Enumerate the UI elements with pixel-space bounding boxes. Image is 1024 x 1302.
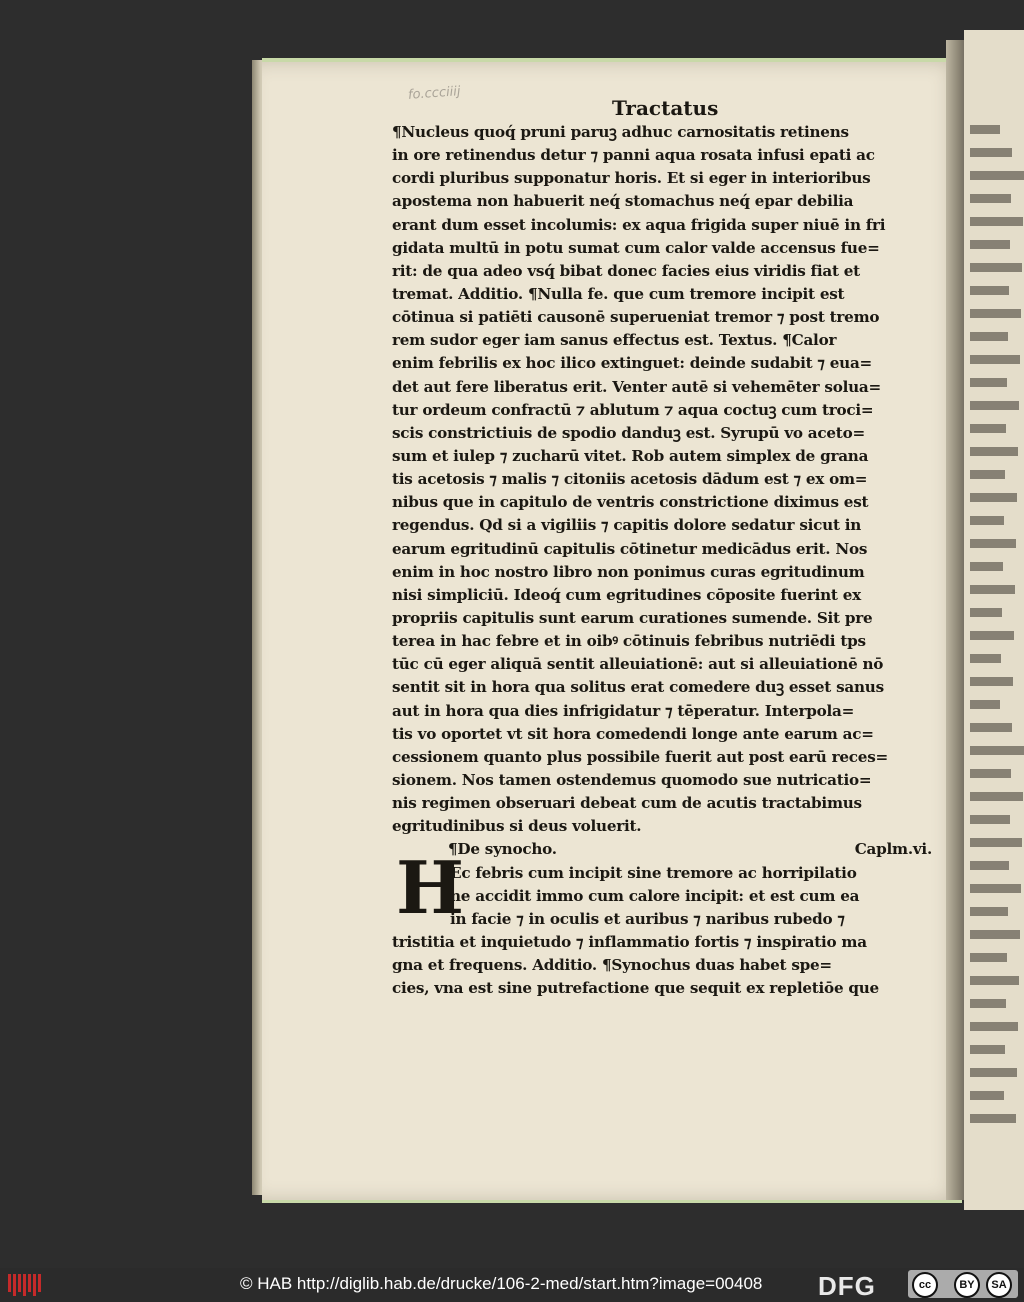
cc-icon: cc: [912, 1272, 938, 1298]
text-line: scis constrictiuis de spodio danduꝫ est. Syrupū vo aceto=: [392, 423, 865, 442]
text-line: sum et iulep ⁊ zucharū vitet. Rob autem simplex de grana: [392, 446, 869, 465]
facing-text-fragment: [970, 1114, 1016, 1123]
hab-logo-bar: [13, 1274, 16, 1296]
facing-text-fragment: [970, 217, 1023, 226]
facing-text-fragment: [970, 355, 1020, 364]
facing-text-fragment: [970, 1045, 1005, 1054]
cc-by-icon: BY: [954, 1272, 980, 1298]
text-line: gna et frequens. Additio. ¶Synochus duas habet spe=: [392, 956, 832, 975]
text-line: aut in hora qua dies infrigidatur ⁊ tēperatur. Interpola=: [392, 701, 855, 720]
facing-text-fragment: [970, 769, 1011, 778]
text-line: erant dum esset incolumis: ex aqua frigida super niuē in fri: [392, 215, 886, 234]
hab-logo-bar: [8, 1274, 11, 1292]
text-line: gidata multū in potu sumat cum calor valde accensus fue=: [392, 238, 880, 257]
main-text-block: [392, 121, 942, 1000]
text-line: tis vo oportet vt sit hora comedendi longe ante earum ac=: [392, 724, 874, 743]
facing-text-fragment: [970, 700, 1000, 709]
text-line: nisi simpliciū. Ideoq́ cum egritudines cōposite fuerint ex: [392, 585, 861, 604]
facing-text-fragment: [970, 286, 1009, 295]
text-line: enim febrilis ex hoc ilico extinguet: deinde sudabit ⁊ eua=: [392, 354, 873, 373]
pencil-folio-note: fo.ccciiij: [407, 84, 462, 103]
facing-text-fragment: [970, 378, 1007, 387]
facing-text-fragment: [970, 585, 1015, 594]
text-line: tūc cū eger aliquā sentit alleuiationē: aut si alleuiationē nō: [392, 655, 884, 674]
facing-text-fragment: [970, 240, 1010, 249]
hab-logo-icon[interactable]: [8, 1274, 48, 1296]
text-line: tremat. Additio. ¶Nulla fe. que cum tremore incipit est: [392, 284, 845, 303]
text-line: propriis capitulis sunt earum curationes sumende. Sit pre: [392, 608, 873, 627]
text-line: nis regimen obseruari debeat cum de acutis tractabimus: [392, 794, 862, 813]
text-line: sionem. Nos tamen ostendemus quomodo sue nutricatio=: [392, 770, 872, 789]
book-gutter: [946, 40, 966, 1200]
text-line: cōtinua si patiēti causonē superueniat tremor ⁊ post tremo: [392, 308, 880, 327]
facing-text-fragment: [970, 148, 1012, 157]
facing-text-fragment: [970, 424, 1006, 433]
text-line: tristitia et inquietudo ⁊ inflammatio fortis ⁊ inspiratio ma: [392, 932, 867, 951]
facing-text-fragment: [970, 539, 1016, 548]
facing-text-fragment: [970, 654, 1001, 663]
hab-logo-bar: [23, 1274, 26, 1296]
facing-text-fragment: [970, 263, 1022, 272]
facing-text-fragment: [970, 171, 1024, 180]
facing-text-fragment: [970, 746, 1024, 755]
copyright-link[interactable]: © HAB http://diglib.hab.de/drucke/106-2-med/start.htm?image=00408: [240, 1274, 763, 1293]
section-title: ¶De synocho.: [448, 840, 557, 859]
facing-text-fragment: [970, 493, 1017, 502]
facing-text-fragment: [970, 723, 1012, 732]
facing-text-fragment: [970, 631, 1014, 640]
facing-text-fragment: [970, 401, 1019, 410]
hab-logo-bar: [18, 1274, 21, 1292]
text-line: terea in hac febre et in oibꝰ cōtinuis febribus nutriēdi tps: [392, 632, 866, 651]
facing-text-fragment: [970, 194, 1011, 203]
text-line: regendus. Qd si a vigiliis ⁊ capitis dolore sedatur sicut in: [392, 516, 862, 535]
hab-logo-bar: [28, 1274, 31, 1292]
facing-text-fragment: [970, 1022, 1018, 1031]
facing-text-fragment: [970, 309, 1021, 318]
facing-text-fragment: [970, 976, 1019, 985]
text-line: cordi pluribus supponatur horis. Et si eger in interioribus: [392, 169, 871, 188]
text-line: sentit sit in hora qua solitus erat comedere duꝫ esset sanus: [392, 678, 884, 697]
chapter-label: Caplm.vi.: [854, 840, 932, 859]
text-line: det aut fere liberatus erit. Venter autē si vehemēter solua=: [392, 377, 881, 396]
running-head: Tractatus: [612, 96, 719, 120]
facing-text-fragment: [970, 953, 1007, 962]
text-line: rit: de qua adeo vsq́ bibat donec facies eius viridis fiat et: [392, 261, 860, 280]
facing-text-fragment: [970, 999, 1006, 1008]
text-line: tis acetosis ⁊ malis ⁊ citoniis acetosis dādum est ⁊ ex om=: [392, 470, 868, 489]
text-line: egritudinibus si deus voluerit.: [392, 817, 642, 836]
text-line: nibus que in capitulo de ventris constrictione diximus est: [392, 493, 869, 512]
facing-text-fragment: [970, 447, 1018, 456]
text-line: enim in hoc nostro libro non ponimus curas egritudinum: [392, 562, 865, 581]
facing-text-fragment: [970, 907, 1008, 916]
facing-text-fragment: [970, 838, 1022, 847]
facing-text-fragment: [970, 608, 1002, 617]
text-line: rem sudor eger iam sanus effectus est. Textus. ¶Calor: [392, 331, 837, 350]
facing-text-fragment: [970, 1091, 1004, 1100]
hab-logo-bar: [33, 1274, 36, 1296]
facing-text-fragment: [970, 792, 1023, 801]
facing-text-fragment: [970, 930, 1020, 939]
facing-text-fragment: [970, 861, 1009, 870]
text-line: ne accidit immo cum calore incipit: et est cum ea: [450, 886, 860, 905]
section-heading: [392, 838, 942, 861]
text-line: Ec febris cum incipit sine tremore ac horripilatio: [450, 863, 857, 882]
text-line: tur ordeum confractū ⁊ ablutum ⁊ aqua coctuꝫ cum troci=: [392, 400, 874, 419]
dfg-logo[interactable]: DFG: [818, 1271, 876, 1301]
drop-cap-initial: H: [396, 845, 465, 930]
facing-text-fragment: [970, 470, 1005, 479]
facing-text-fragment: [970, 1068, 1017, 1077]
text-line: cessionem quanto plus possibile fuerit aut post earū reces=: [392, 747, 888, 766]
facing-page-edge: [964, 30, 1024, 1210]
facing-text-fragment: [970, 815, 1010, 824]
text-line: in ore retinendus detur ⁊ panni aqua rosata infusi epati ac: [392, 146, 875, 165]
text-line: cies, vna est sine putrefactione que sequit ex repletiōe que: [392, 979, 879, 998]
facing-text-fragment: [970, 677, 1013, 686]
text-line: apostema non habuerit neq́ stomachus neq́ epar debilia: [392, 192, 854, 211]
facing-text-fragment: [970, 125, 1000, 134]
hab-logo-bar: [38, 1274, 41, 1292]
text-line: earum egritudinū capitulis cōtinetur medicādus erit. Nos: [392, 539, 868, 558]
facing-text-fragment: [970, 332, 1008, 341]
text-line: in facie ⁊ in oculis et auribus ⁊ naribus rubedo ⁊: [450, 909, 845, 928]
text-line: ¶Nucleus quoq́ pruni paruꝫ adhuc carnositatis retinens: [392, 123, 849, 141]
cc-sa-icon: SA: [986, 1272, 1012, 1298]
facing-text-fragment: [970, 516, 1004, 525]
creative-commons-badge[interactable]: [908, 1270, 1018, 1298]
facing-text-fragment: [970, 884, 1021, 893]
facing-text-fragment: [970, 562, 1003, 571]
